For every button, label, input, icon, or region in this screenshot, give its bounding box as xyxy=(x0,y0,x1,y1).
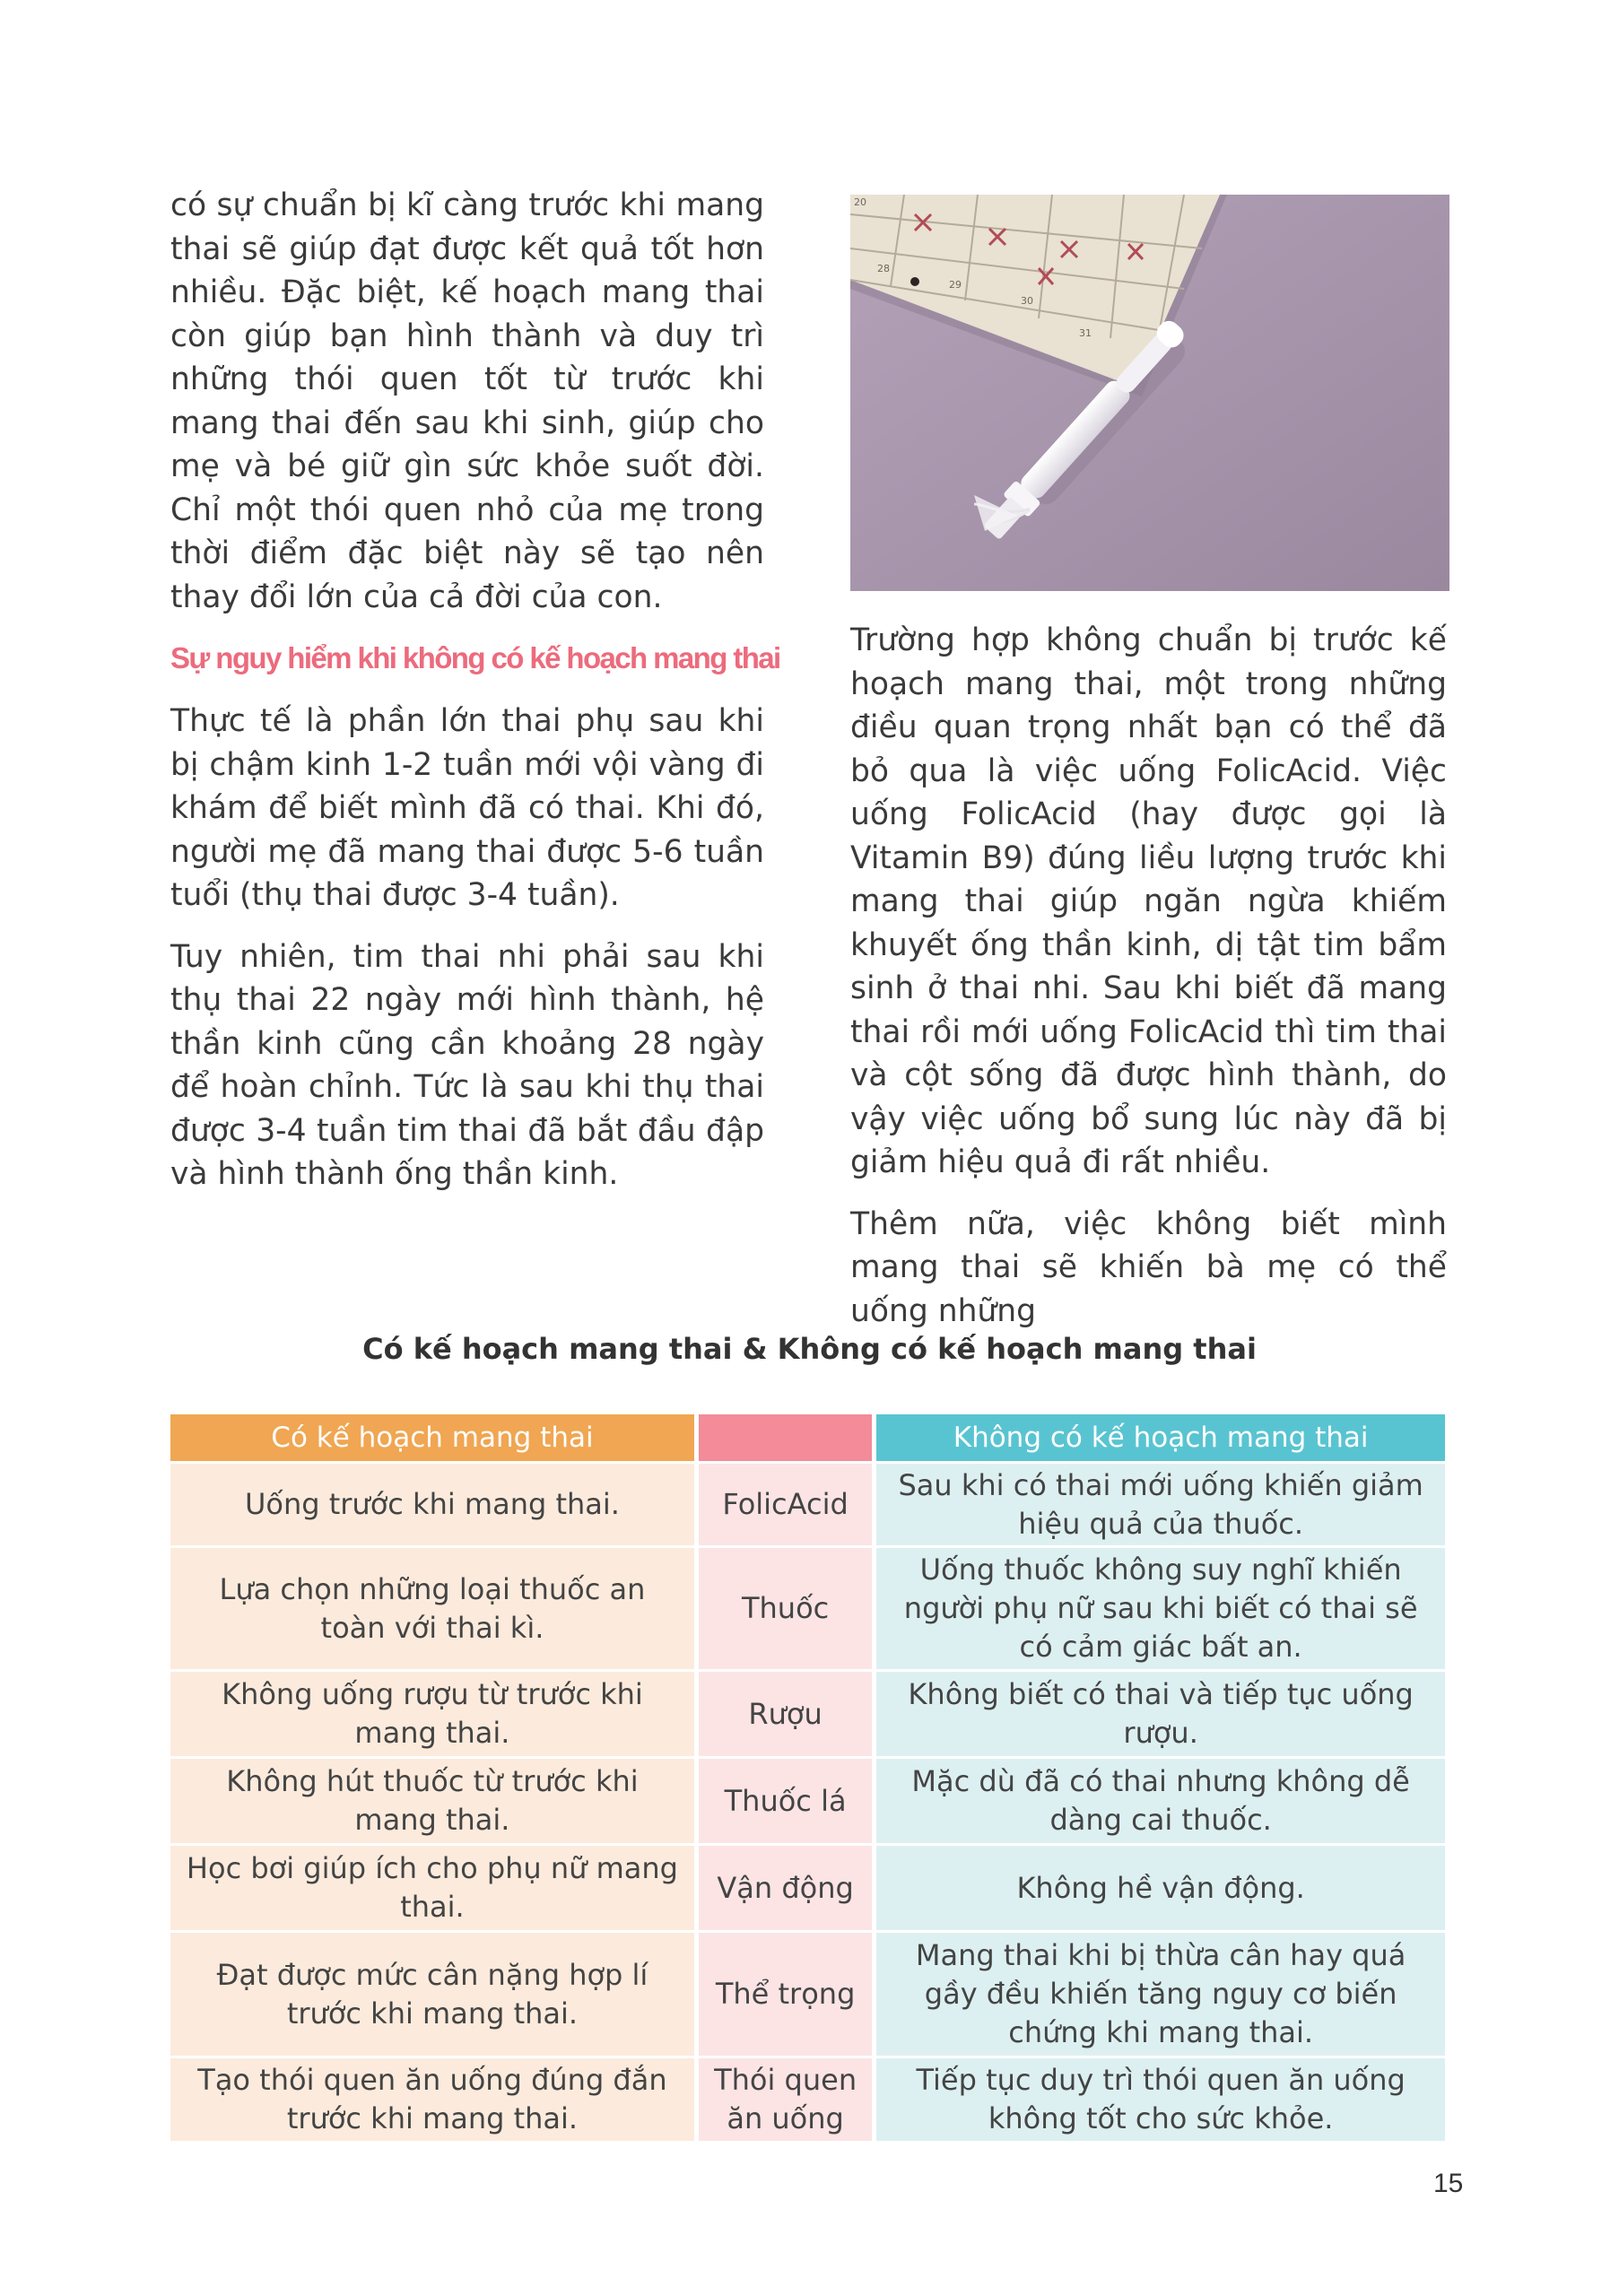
left-column xyxy=(170,184,780,1214)
right-column xyxy=(850,619,1447,1351)
table-row xyxy=(170,1756,1445,1843)
category-cell: Rượu xyxy=(699,1672,872,1756)
header-planned: Có kế hoạch mang thai xyxy=(170,1414,694,1461)
calendar-number: 28 xyxy=(877,263,890,274)
category-cell: Vận động xyxy=(699,1846,872,1930)
unplanned-cell: Tiếp tục duy trì thói quen ăn uống không tốt cho sức khỏe. xyxy=(876,2058,1445,2141)
category-cell: Thuốc xyxy=(699,1548,872,1669)
planned-cell: Đạt được mức cân nặng hợp lí trước khi mang thai. xyxy=(170,1933,694,2056)
table-title: Có kế hoạch mang thai & Không có kế hoạch mang thai xyxy=(362,1332,1257,1366)
table-row xyxy=(170,1843,1445,1930)
table-header-row xyxy=(170,1414,1445,1461)
calendar-tampon-photo xyxy=(850,195,1449,591)
table-row xyxy=(170,1669,1445,1756)
left-paragraph-2: Thực tế là phần lớn thai phụ sau khi bị chậm kinh 1-2 tuần mới vội vàng đi khám để biết mình đã có thai. Khi đó, người mẹ đã mang thai được 5-6 tuần tuổi (thụ thai được 3-4 tuần). xyxy=(170,703,764,913)
unplanned-cell: Uống thuốc không suy nghĩ khiến người phụ nữ sau khi biết có thai sẽ có cảm giác bất an. xyxy=(876,1548,1445,1669)
unplanned-cell: Không biết có thai và tiếp tục uống rượu. xyxy=(876,1672,1445,1756)
planned-cell: Tạo thói quen ăn uống đúng đắn trước khi mang thai. xyxy=(170,2058,694,2141)
category-cell: Thể trọng xyxy=(699,1933,872,2056)
calendar-number: 30 xyxy=(1021,295,1033,307)
section-heading: Sự nguy hiểm khi không có kế hoạch mang thai xyxy=(170,641,780,674)
unplanned-cell: Không hề vận động. xyxy=(876,1846,1445,1930)
planned-cell: Uống trước khi mang thai. xyxy=(170,1464,694,1545)
right-paragraph-2: Thêm nữa, việc không biết mình mang thai sẽ khiến bà mẹ có thể uống những xyxy=(850,1205,1447,1329)
planned-cell: Học bơi giúp ích cho phụ nữ mang thai. xyxy=(170,1846,694,1930)
calendar-number: 31 xyxy=(1079,327,1092,339)
unplanned-cell: Sau khi có thai mới uống khiến giảm hiệu quả của thuốc. xyxy=(876,1464,1445,1545)
planned-cell: Lựa chọn những loại thuốc an toàn với thai kì. xyxy=(170,1548,694,1669)
left-paragraph-3: Tuy nhiên, tim thai nhi phải sau khi thụ thai 22 ngày mới hình thành, hệ thần kinh cũng cần khoảng 28 ngày để hoàn chỉnh. Tức là sau khi thụ thai được 3-4 tuần tim thai đã bắt đầu đập và hình thành ống thần kinh. xyxy=(170,938,764,1192)
table-row xyxy=(170,1930,1445,2056)
right-paragraph-1: Trường hợp không chuẩn bị trước kế hoạch mang thai, một trong những điều quan trọng nhất bạn có thể đã bỏ qua là việc uống FolicAcid. Việc uống FolicAcid (hay được gọi là Vitamin B9) đúng liều lượng trước khi mang thai giúp ngăn ngừa khiếm khuyết ống thần kinh, dị tật tim bẩm sinh ở thai nhi. Sau khi biết đã mang thai rồi mới uống FolicAcid thì tim thai và cột sống đã được hình thành, do vậy việc uống bổ sung lúc này đã bị giảm hiệu quả đi rất nhiều. xyxy=(850,622,1447,1180)
header-category xyxy=(699,1414,872,1461)
left-paragraph-1: có sự chuẩn bị kĩ càng trước khi mang thai sẽ giúp đạt được kết quả tốt hơn nhiều. Đặc biệt, kế hoạch mang thai còn giúp bạn hình thành và duy trì những thói quen tốt từ trước khi mang thai đến sau khi sinh, giúp cho mẹ và bé giữ gìn sức khỏe suốt đời. Chỉ một thói quen nhỏ của mẹ trong thời điểm đặc biệt này sẽ tạo nên thay đổi lớn của cả đời của con. xyxy=(170,187,764,615)
unplanned-cell: Mặc dù đã có thai nhưng không dễ dàng cai thuốc. xyxy=(876,1759,1445,1843)
page-number: 15 xyxy=(1433,2169,1464,2198)
header-unplanned: Không có kế hoạch mang thai xyxy=(876,1414,1445,1461)
unplanned-cell: Mang thai khi bị thừa cân hay quá gầy đều khiến tăng nguy cơ biến chứng khi mang thai. xyxy=(876,1933,1445,2056)
category-cell: FolicAcid xyxy=(699,1464,872,1545)
calendar-number: 29 xyxy=(949,279,962,291)
category-cell: Thói quen ăn uống xyxy=(699,2058,872,2141)
table-row xyxy=(170,1545,1445,1669)
category-cell: Thuốc lá xyxy=(699,1759,872,1843)
comparison-table xyxy=(170,1414,1445,2141)
planned-cell: Không hút thuốc từ trước khi mang thai. xyxy=(170,1759,694,1843)
planned-cell: Không uống rượu từ trước khi mang thai. xyxy=(170,1672,694,1756)
calendar-number: 20 xyxy=(854,196,866,208)
table-row xyxy=(170,1461,1445,1545)
table-row xyxy=(170,2056,1445,2141)
